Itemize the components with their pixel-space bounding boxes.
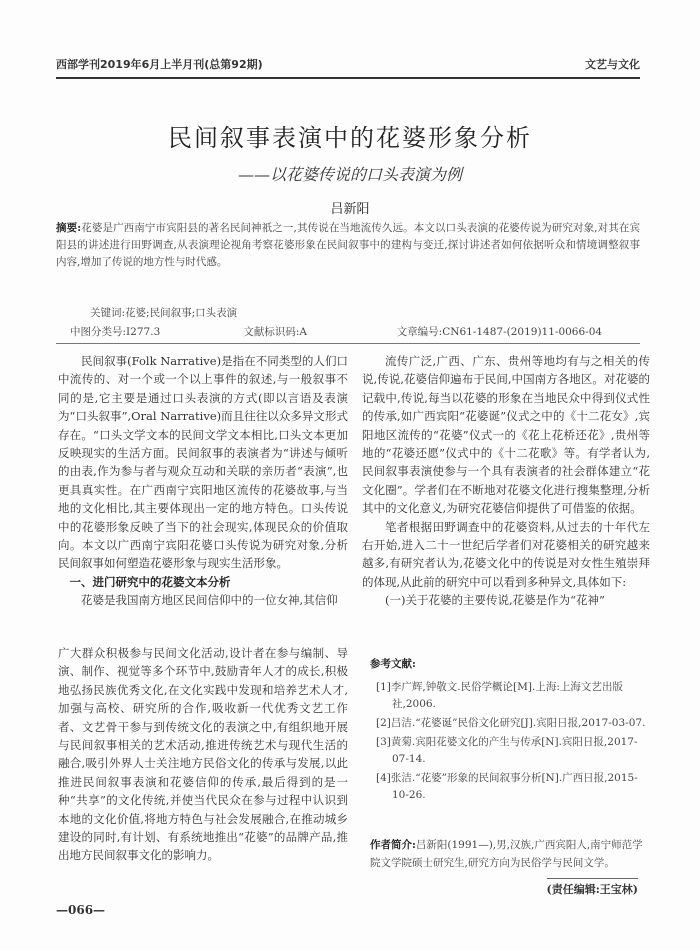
reference-item: [2]吕洁.“花婆诞”民俗文化研究[J].宾阳日报,2017-03-07. (376, 717, 646, 729)
references-title: 参考文献: (370, 658, 416, 670)
abstract-label: 摘要: (56, 222, 82, 234)
paragraph: 笔者根据田野调查中的花婆资料,从过去的十年代左右开始,进入二十一世纪后学者们对花婆相关的研究越来越多,有研究者认为,花婆文化中的传说是对女性生殖崇拜的体现,从此前的研究中可以看到多种异文,具体如下: (362, 519, 650, 589)
article-author: 吕新阳 (330, 202, 370, 217)
abstract-text: 花婆是广西南宁市宾阳县的著名民间神祇之一,其传说在当地流传久远。本文以口头表演的花婆传说为研究对象,对其在宾阳县的讲述进行田野调查,从表演理论视角考察花婆形象在民间叙事中的建构与变迁,探讨讲述者如何依据听众和情境调整叙事内容,增加了传说的地方性与时代感。 (56, 222, 640, 268)
reference-item: [1]李广辉,钟敬文.民俗学概论[M].上海:上海文艺出版社,2006. (376, 681, 623, 710)
abstract (56, 220, 640, 271)
paragraph: 花婆是我国南方地区民间信仰中的一位女神,其信仰 (81, 593, 338, 608)
document-code: 文献标识码:A (243, 326, 307, 338)
header-divider (56, 77, 640, 79)
references (370, 656, 650, 806)
section-name: 文艺与文化 (585, 58, 640, 71)
article-metadata (70, 324, 640, 339)
bio-text: 吕新阳(1991—),男,汉族,广西宾阳人,南宁师范学院文学院硕士研究生,研究方向为民俗学与民间文学。 (370, 839, 643, 869)
bio-label: 作者简介: (370, 839, 416, 851)
reference-item: [4]张洁.“花婆”形象的民间叙事分析[N].广西日报,2015-10-26. (376, 772, 638, 801)
body-column-left (58, 352, 348, 610)
keywords-label: 关键词: (90, 307, 126, 319)
running-header (56, 56, 640, 76)
body-column-right (362, 352, 650, 610)
article-title: 民间叙事表演中的花婆形象分析 (168, 124, 532, 152)
list-item: (一)关于花婆的主要传说,花婆是作为“花神” (385, 593, 605, 608)
paragraph: 广大群众积极参与民间文化活动,设计者在参与编制、导演、制作、视觉等多个环节中,鼓励青年人才的成长,积极地弘扬民族优秀文化,在文化实践中发现和培养艺术人才,加强与高校、研究所的合作,吸收新一代优秀文艺工作者、文艺骨干参与到传统文化的表演之中,有组织地开展与民间叙事相关的艺术活动,推进传统艺术与现代生活的融合,吸引外界人士关注地方民俗文化的传承与发展,以此推进民间叙事表演和花婆信仰的传承,最后得到的是一种“共享”的文化传统,并使当代民众在参与过程中认识到本地的文化价值,将地方特色与社会发展融合,在推动城乡建设的同时,有计划、有系统地推出“花婆”的品牌产品,推出地方民间叙事文化的影响力。 (58, 646, 348, 863)
keywords (90, 305, 640, 320)
paragraph: 流传广泛,广西、广东、贵州等地均有与之相关的传说,传说,花婆信仰遍布于民间,中国南方各地区。对花婆的记载中,传说,每当以花婆的形象在当地民众中得到仪式性的传承,如广西宾阳“花婆诞”仪式之中的《十二花女》,宾阳地区流传的“花婆”仪式一的《花上花桥还花》,贵州等地的“花婆还愿”仪式中的《十二花歌》等。有学者认为,民间叙事表演使参与一个具有表演者的社会群体建立“花文化圈”。学者们在不断地对花婆文化进行搜集整理,分析其中的文化意义,为研究花婆信仰提供了可借鉴的依据。 (362, 354, 650, 516)
reference-item: [3]黄菊.宾阳花婆文化的产生与传承[N].宾阳日报,2017-07-14. (376, 736, 638, 765)
body-column-left-continued (58, 644, 348, 865)
metadata-divider (56, 343, 640, 344)
article-subtitle: ——以花婆传说的口头表演为例 (237, 165, 462, 184)
article-number: 文章编号:CN61-1487-(2019)11-0066-04 (396, 326, 603, 338)
journal-name: 西部学刊2019年6月上半月刊(总第92期) (56, 58, 263, 71)
page-number: —066— (56, 903, 106, 917)
author-bio (370, 836, 650, 872)
responsible-editor: (责任编辑:王宝林) (547, 878, 638, 897)
section-heading: 一、进门研究中的花婆文本分析 (69, 574, 231, 589)
paragraph: 民间叙事(Folk Narrative)是指在不同类型的人们口中流传的、对一个或一个以上事件的叙述,与一般叙事不同的是,它主要是通过口头表演的方式(即以言语及表演为“口头叙事”,Oral Narrative)而且往往以众多异文形式存在。“口头文学文本的民间文学文本相比,口头文本更加反映现实的生活方面。民间叙事的表演者为“讲述与倾听的由表,作为参与者与观众互动和关联的亲历者“表演”,也更具真实性。在广西南宁宾阳地区流传的花婆故事,与当地的文化相比,其主要体现出一定的地方特色。口头传说中的花婆形象反映了当下的社会现实,体现民众的价值取向。本文以广西南宁宾阳花婆口头传说为研究对象,分析民间叙事如何塑造花婆形象与现实生活形象。 (58, 354, 348, 571)
clc-number: 中图分类号:I277.3 (70, 326, 161, 338)
keywords-text: 花婆;民间叙事;口头表演 (125, 307, 238, 319)
